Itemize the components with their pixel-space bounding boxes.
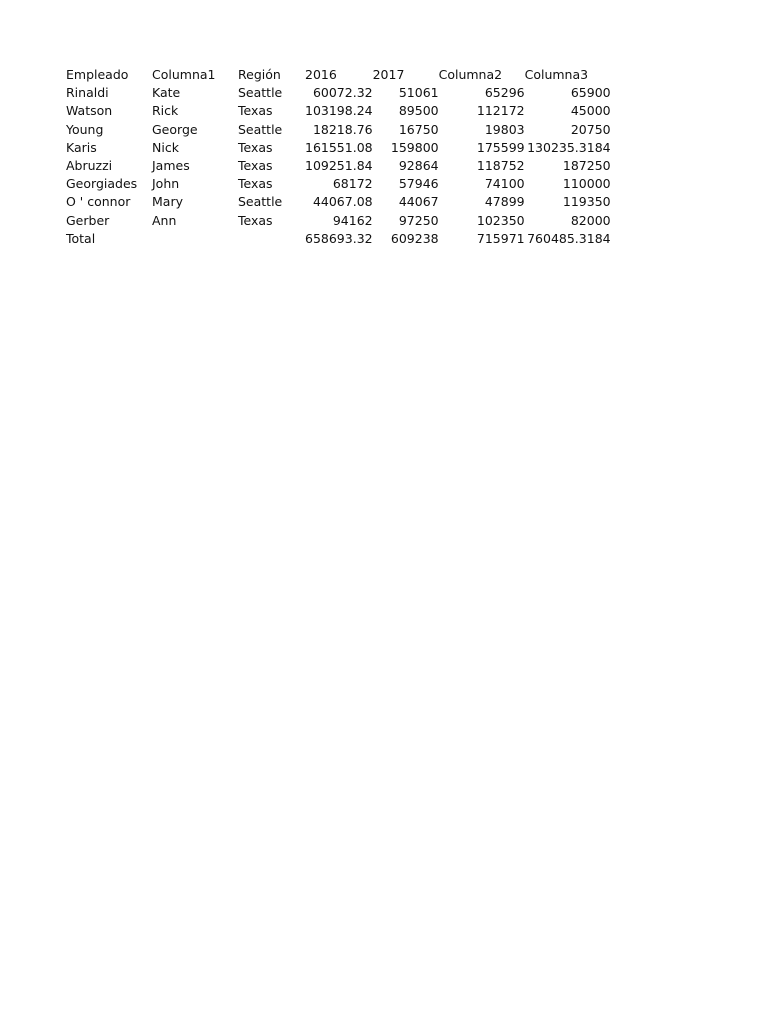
cell-2016: 94162 bbox=[332, 212, 373, 228]
cell-columna3: 65900 bbox=[570, 85, 611, 101]
cell-columna2: 19803 bbox=[484, 121, 525, 137]
cell-2017: 89500 bbox=[398, 103, 439, 119]
cell-region: Seattle bbox=[238, 194, 283, 210]
table-row bbox=[66, 121, 611, 139]
header-cell-region: Región bbox=[238, 67, 281, 82]
cell-empleado: Abruzzi bbox=[66, 158, 113, 174]
cell-columna3: 20750 bbox=[570, 121, 611, 137]
cell-columna2: 102350 bbox=[476, 212, 525, 228]
cell-empleado: Gerber bbox=[66, 212, 110, 228]
total-cell-region bbox=[238, 230, 305, 248]
header-cell-2017: 2017 bbox=[372, 67, 405, 82]
cell-region: Texas bbox=[238, 139, 273, 155]
cell-columna2: 74100 bbox=[484, 176, 525, 192]
cell-columna2: 65296 bbox=[484, 85, 525, 101]
data-table bbox=[66, 66, 611, 248]
cell-2016: 109251.84 bbox=[305, 158, 373, 174]
table-row bbox=[66, 102, 611, 120]
cell-2017: 16750 bbox=[398, 121, 439, 137]
cell-columna1: John bbox=[152, 176, 180, 192]
cell-2016: 44067.08 bbox=[312, 194, 373, 210]
cell-2016: 161551.08 bbox=[305, 139, 373, 155]
total-cell-columna2: 715971 bbox=[476, 230, 525, 246]
cell-columna1: James bbox=[152, 158, 190, 174]
cell-2017: 159800 bbox=[390, 139, 439, 155]
header-cell-empleado: Empleado bbox=[66, 67, 129, 82]
cell-region: Texas bbox=[238, 176, 273, 192]
cell-empleado: Young bbox=[66, 121, 104, 137]
total-cell-2016: 658693.32 bbox=[305, 230, 373, 246]
cell-columna1: Kate bbox=[152, 85, 181, 101]
cell-2016: 60072.32 bbox=[312, 85, 373, 101]
cell-region: Texas bbox=[238, 103, 273, 119]
cell-columna1: George bbox=[152, 121, 198, 137]
cell-2017: 97250 bbox=[398, 212, 439, 228]
table-row bbox=[66, 84, 611, 102]
cell-2017: 92864 bbox=[398, 158, 439, 174]
cell-2017: 57946 bbox=[398, 176, 439, 192]
header-cell-columna1: Columna1 bbox=[152, 67, 216, 82]
header-cell-columna3: Columna3 bbox=[524, 67, 589, 82]
table-row bbox=[66, 139, 611, 157]
cell-empleado: O ' connor bbox=[66, 194, 131, 210]
total-row bbox=[66, 230, 611, 248]
spreadsheet bbox=[66, 66, 611, 248]
cell-2017: 44067 bbox=[398, 194, 439, 210]
cell-columna3: 45000 bbox=[570, 103, 611, 119]
cell-empleado: Watson bbox=[66, 103, 113, 119]
cell-columna3: 119350 bbox=[562, 194, 611, 210]
cell-empleado: Karis bbox=[66, 139, 97, 155]
total-label: Total bbox=[66, 230, 96, 246]
cell-empleado: Georgiades bbox=[66, 176, 138, 192]
table-row bbox=[66, 193, 611, 211]
cell-columna1: Ann bbox=[152, 212, 177, 228]
cell-columna2: 175599 bbox=[476, 139, 525, 155]
cell-columna2: 112172 bbox=[476, 103, 525, 119]
table-row bbox=[66, 157, 611, 175]
header-row bbox=[66, 66, 611, 84]
cell-empleado: Rinaldi bbox=[66, 85, 109, 101]
cell-region: Texas bbox=[238, 212, 273, 228]
cell-columna3: 82000 bbox=[570, 212, 611, 228]
cell-region: Seattle bbox=[238, 121, 283, 137]
cell-region: Seattle bbox=[238, 85, 283, 101]
total-cell-columna1 bbox=[152, 230, 238, 248]
cell-region: Texas bbox=[238, 158, 273, 174]
table-row bbox=[66, 212, 611, 230]
cell-2017: 51061 bbox=[398, 85, 439, 101]
total-cell-columna3: 760485.3184 bbox=[527, 230, 611, 246]
total-cell-2017: 609238 bbox=[390, 230, 439, 246]
header-cell-columna2: Columna2 bbox=[438, 67, 503, 82]
table-row bbox=[66, 175, 611, 193]
cell-columna1: Nick bbox=[152, 139, 179, 155]
cell-2016: 103198.24 bbox=[305, 103, 373, 119]
cell-columna3: 130235.3184 bbox=[527, 139, 611, 155]
cell-columna1: Rick bbox=[152, 103, 179, 119]
cell-columna3: 110000 bbox=[562, 176, 611, 192]
cell-2016: 68172 bbox=[332, 176, 373, 192]
cell-columna1: Mary bbox=[152, 194, 183, 210]
cell-columna2: 47899 bbox=[484, 194, 525, 210]
header-cell-2016: 2016 bbox=[305, 67, 337, 82]
cell-columna3: 187250 bbox=[562, 158, 611, 174]
cell-2016: 18218.76 bbox=[312, 121, 373, 137]
cell-columna2: 118752 bbox=[476, 158, 525, 174]
